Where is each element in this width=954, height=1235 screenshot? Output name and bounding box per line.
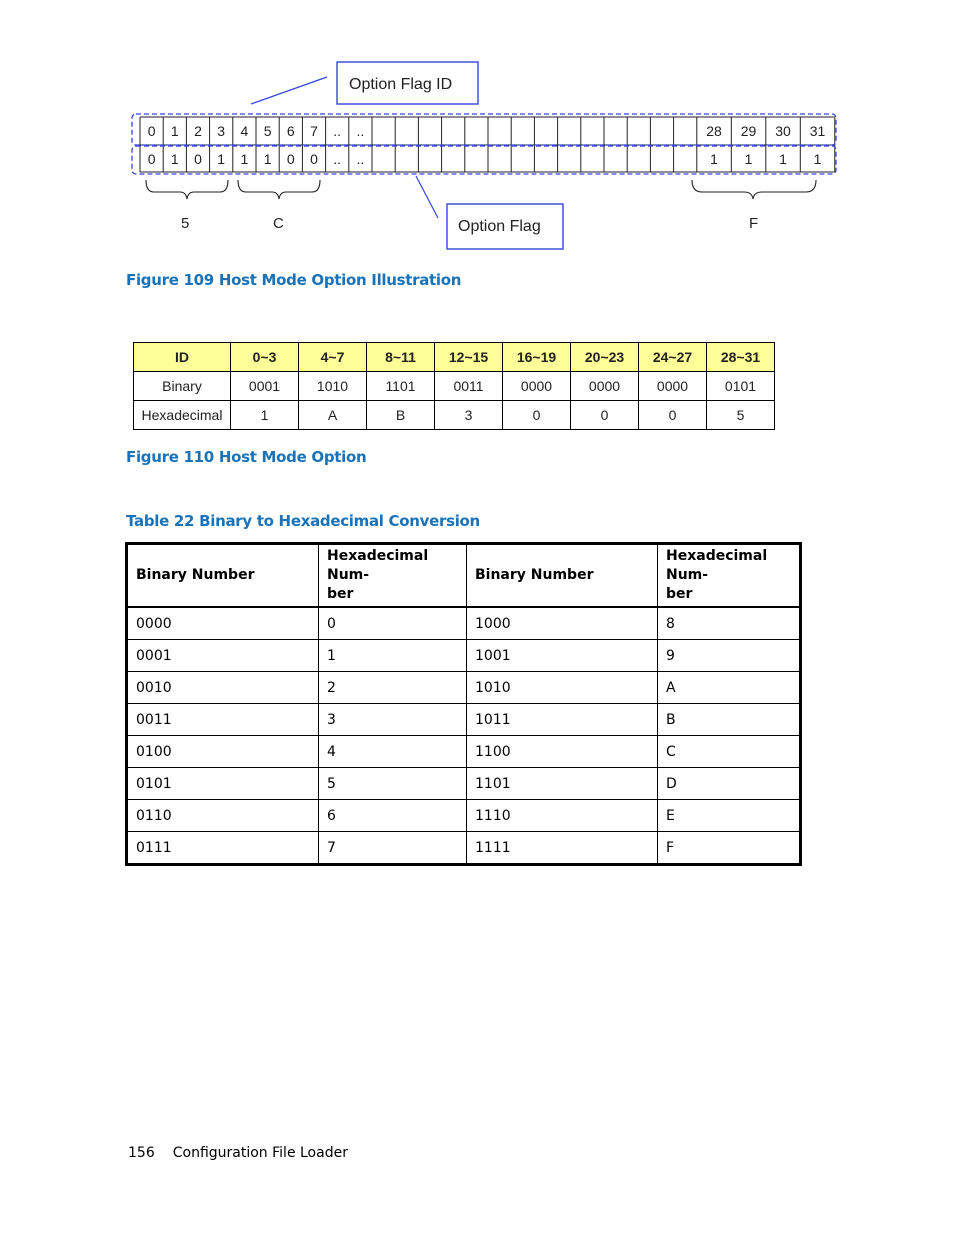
- table-cell: 20~23: [571, 343, 639, 372]
- table-cell: 1: [231, 401, 299, 430]
- host-mode-option-table: [133, 342, 775, 430]
- table-row: [134, 372, 775, 401]
- table-cell: D: [658, 768, 801, 800]
- table-cell: 1000: [467, 607, 658, 640]
- table-cell: 1010: [467, 672, 658, 704]
- bit-value: 1: [779, 151, 787, 167]
- host-mode-option-illustration: [0, 0, 954, 260]
- table-cell: 0010: [127, 672, 319, 704]
- bit-value: 1: [813, 151, 822, 167]
- bit-value: 2: [194, 123, 202, 139]
- table-cell: 1010: [299, 372, 367, 401]
- table-cell: B: [367, 401, 435, 430]
- bit-value: 6: [286, 123, 295, 139]
- bit-value: ..: [333, 151, 342, 167]
- bit-value: 0: [147, 151, 156, 167]
- table-cell: 0001: [127, 640, 319, 672]
- table-cell: 0101: [127, 768, 319, 800]
- table-row: [134, 343, 775, 372]
- bit-value: 1: [170, 123, 179, 139]
- table-cell: B: [658, 704, 801, 736]
- table-cell: 6: [319, 800, 467, 832]
- table-cell: E: [658, 800, 801, 832]
- callout-line-flag: [416, 176, 438, 218]
- bit-value: 29: [740, 123, 757, 139]
- table-row: [127, 607, 801, 640]
- figure-110-caption: Figure 110 Host Mode Option: [126, 448, 367, 466]
- table-row: [134, 401, 775, 430]
- table-cell: 9: [658, 640, 801, 672]
- table-22-caption: Table 22 Binary to Hexadecimal Conversion: [126, 512, 480, 530]
- column-header: Hexadecimal Num- ber: [319, 544, 467, 608]
- table-cell: 2: [319, 672, 467, 704]
- table-cell: 0000: [571, 372, 639, 401]
- id-row-outline: [132, 114, 836, 145]
- table-cell: 1101: [367, 372, 435, 401]
- table-cell: 0: [503, 401, 571, 430]
- table-cell: 8: [658, 607, 801, 640]
- table-cell: 0100: [127, 736, 319, 768]
- group-label-2: C: [273, 215, 284, 232]
- bit-value: ..: [356, 123, 365, 139]
- table-cell: 1111: [467, 832, 658, 865]
- bit-value: 1: [744, 151, 753, 167]
- table-cell: 16~19: [503, 343, 571, 372]
- table-cell: 0000: [639, 372, 707, 401]
- table-cell: 0101: [707, 372, 775, 401]
- table-cell: 1011: [467, 704, 658, 736]
- table-cell: 0000: [503, 372, 571, 401]
- table-cell: 0: [639, 401, 707, 430]
- table-cell: 5: [707, 401, 775, 430]
- bit-value: 0: [194, 151, 202, 167]
- bit-value: 1: [710, 151, 718, 167]
- table-cell: 0: [571, 401, 639, 430]
- table-cell: 0~3: [231, 343, 299, 372]
- table-cell: 5: [319, 768, 467, 800]
- table-cell: 0011: [435, 372, 503, 401]
- table-cell: 0001: [231, 372, 299, 401]
- table-row: [127, 736, 801, 768]
- bit-value: 0: [310, 151, 318, 167]
- table-cell: C: [658, 736, 801, 768]
- table-cell: ID: [134, 343, 231, 372]
- table-cell: 1100: [467, 736, 658, 768]
- table-cell: Binary: [134, 372, 231, 401]
- bit-value: 1: [240, 151, 249, 167]
- callout-flag-label: Option Flag: [458, 218, 541, 235]
- bit-value: 1: [263, 151, 272, 167]
- table-cell: 12~15: [435, 343, 503, 372]
- table-cell: 8~11: [367, 343, 435, 372]
- table-cell: A: [299, 401, 367, 430]
- column-header: Hexadecimal Num- ber: [658, 544, 801, 608]
- table-cell: 0000: [127, 607, 319, 640]
- callout-line-flag-id: [251, 77, 327, 104]
- page-footer: [128, 1145, 348, 1161]
- bit-value: 4: [240, 123, 249, 139]
- table-row: [127, 768, 801, 800]
- table-cell: 7: [319, 832, 467, 865]
- bit-value: 5: [263, 123, 272, 139]
- binary-hex-conversion-table: [125, 542, 802, 866]
- figure-109-caption: Figure 109 Host Mode Option Illustration: [126, 271, 462, 289]
- table-cell: 0011: [127, 704, 319, 736]
- page-number: 156: [128, 1145, 155, 1161]
- callout-flag-id-label: Option Flag ID: [349, 76, 453, 93]
- table-cell: A: [658, 672, 801, 704]
- table-cell: 0: [319, 607, 467, 640]
- table-cell: 3: [319, 704, 467, 736]
- brace-group-2: [238, 180, 320, 199]
- table-row: [127, 672, 801, 704]
- table-cell: 1: [319, 640, 467, 672]
- table-cell: F: [658, 832, 801, 865]
- chapter-title: Configuration File Loader: [172, 1145, 348, 1161]
- bit-value: ..: [356, 151, 365, 167]
- table-cell: 28~31: [707, 343, 775, 372]
- table-cell: 3: [435, 401, 503, 430]
- bit-value: 30: [775, 123, 791, 139]
- bit-value: 28: [706, 123, 722, 139]
- table-cell: 24~27: [639, 343, 707, 372]
- flag-row-outline: [132, 146, 836, 174]
- bit-value: 1: [170, 151, 179, 167]
- bit-value: 0: [147, 123, 156, 139]
- column-header: Binary Number: [467, 544, 658, 608]
- table-row: [127, 832, 801, 865]
- bit-value: ..: [333, 123, 342, 139]
- table-header-row: [127, 544, 801, 608]
- bit-value: 3: [217, 123, 226, 139]
- group-label-1: 5: [181, 215, 190, 232]
- group-label-3: F: [749, 215, 759, 232]
- brace-group-3: [692, 180, 816, 199]
- bit-value: 31: [809, 123, 826, 139]
- table-cell: 1101: [467, 768, 658, 800]
- table-cell: 0110: [127, 800, 319, 832]
- bit-value: 7: [310, 123, 318, 139]
- table-cell: 1110: [467, 800, 658, 832]
- table-row: [127, 640, 801, 672]
- bit-value: 0: [286, 151, 295, 167]
- column-header: Binary Number: [127, 544, 319, 608]
- table-cell: 4~7: [299, 343, 367, 372]
- table-cell: 1001: [467, 640, 658, 672]
- brace-group-1: [146, 180, 228, 199]
- table-cell: Hexadecimal: [134, 401, 231, 430]
- table-cell: 4: [319, 736, 467, 768]
- bit-value: 1: [217, 151, 226, 167]
- table-row: [127, 704, 801, 736]
- table-row: [127, 800, 801, 832]
- table-cell: 0111: [127, 832, 319, 865]
